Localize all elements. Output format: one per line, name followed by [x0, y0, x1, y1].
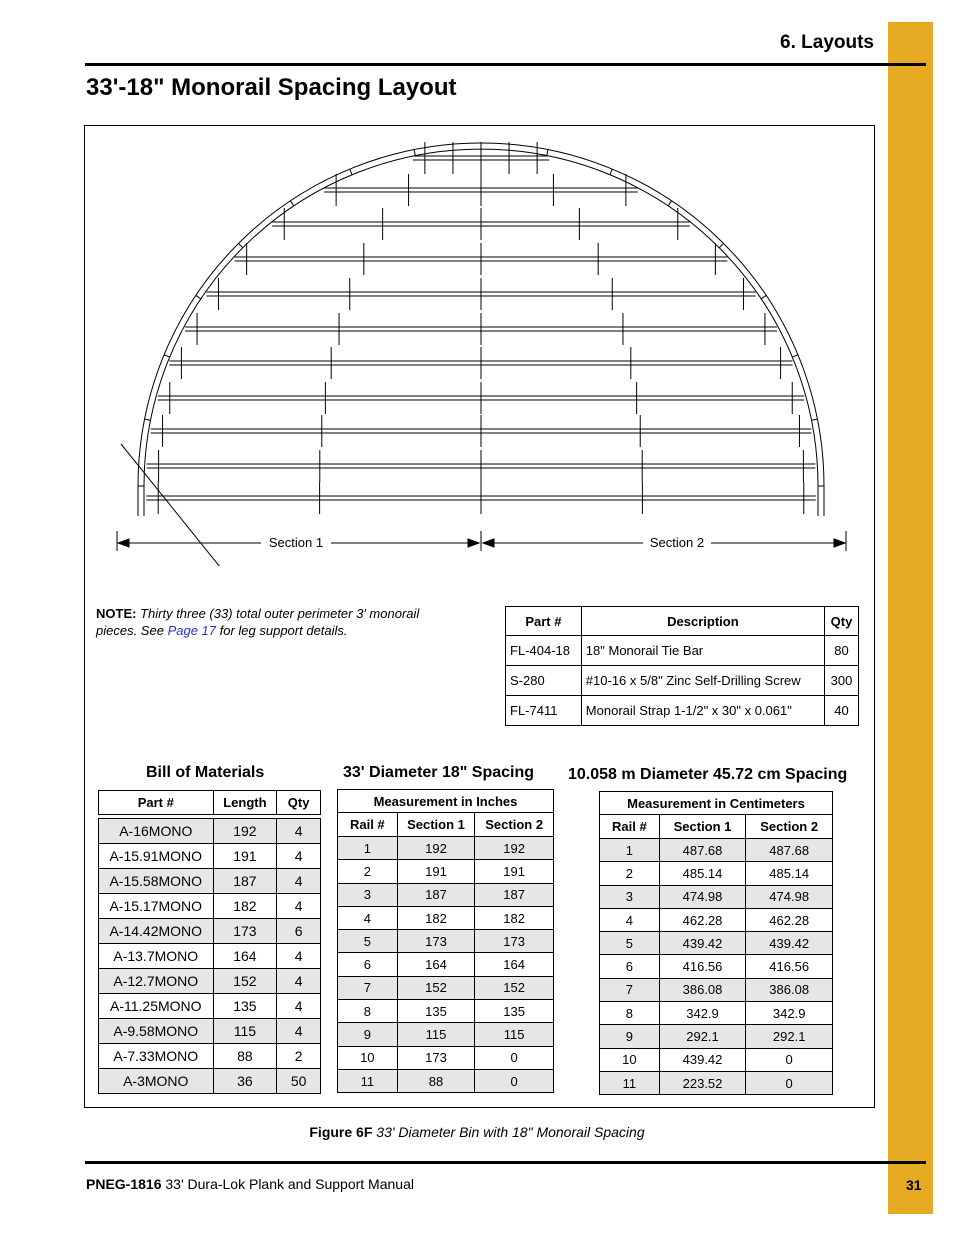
cm-cell: 1: [600, 839, 660, 862]
cm-cell: 4: [600, 908, 660, 931]
parts-row: [506, 636, 859, 666]
bom-cell: 2: [277, 1044, 321, 1069]
cm-cell: 342.9: [659, 1002, 746, 1025]
perimeter-tick: [164, 355, 170, 357]
bom-cell: 50: [277, 1069, 321, 1094]
bom-caption: Bill of Materials: [146, 764, 265, 781]
perimeter-tick: [414, 150, 415, 156]
cm-cell: 487.68: [659, 839, 746, 862]
inches-cell: 0: [475, 1069, 554, 1092]
inches-cell: 191: [397, 860, 475, 883]
doc-title: 33' Dura-Lok Plank and Support Manual: [165, 1176, 414, 1192]
bom-row: [99, 919, 321, 944]
bom-cell: 182: [213, 894, 277, 919]
bom-cell: 4: [277, 894, 321, 919]
arrow-mid-left: [468, 539, 479, 547]
note-leader-line: [121, 444, 245, 566]
cm-cell: 462.28: [746, 908, 833, 931]
cm-col-header: Section 1: [659, 815, 746, 839]
inches-cell: 164: [397, 953, 475, 976]
inches-cell: 187: [397, 883, 475, 906]
cm-row: [600, 862, 833, 885]
parts-header: Description: [581, 607, 824, 636]
cm-cell: 485.14: [659, 862, 746, 885]
figure-label: Figure 6F: [309, 1124, 373, 1140]
bom-header: Length: [213, 791, 277, 815]
parts-cell: FL-404-18: [506, 636, 582, 666]
cm-row: [600, 839, 833, 862]
perimeter-tick: [812, 419, 818, 420]
arrow-left: [118, 539, 129, 547]
note-text: Thirty three (33) total outer perimeter 3' monorail pieces. See: [96, 606, 420, 638]
inches-row: [338, 1069, 554, 1092]
bom-cell: A-15.58MONO: [99, 869, 214, 894]
parts-row: [506, 696, 859, 726]
bom-row: [99, 869, 321, 894]
bom-cell: A-13.7MONO: [99, 944, 214, 969]
perimeter-tick: [238, 243, 242, 247]
inches-cell: 0: [475, 1046, 554, 1069]
footer-doc: [86, 1176, 414, 1192]
bom-row: [99, 844, 321, 869]
inches-table: [337, 789, 554, 1093]
cm-cell: 474.98: [659, 885, 746, 908]
perimeter-tick: [610, 169, 612, 175]
bom-cell: A-15.91MONO: [99, 844, 214, 869]
inches-row: [338, 837, 554, 860]
bom-row: [99, 819, 321, 844]
cm-row: [600, 955, 833, 978]
inches-group-header: Measurement in Inches: [338, 790, 554, 813]
bom-cell: 4: [277, 844, 321, 869]
bom-row: [99, 969, 321, 994]
bom-cell: 4: [277, 969, 321, 994]
cm-row: [600, 1025, 833, 1048]
cm-col-header: Rail #: [600, 815, 660, 839]
inches-row: [338, 860, 554, 883]
perimeter-tick: [350, 169, 352, 175]
parts-cell: 40: [825, 696, 859, 726]
cm-table: [599, 791, 833, 1095]
inches-caption: 33' Diameter 18" Spacing: [343, 764, 535, 781]
bom-cell: 6: [277, 919, 321, 944]
figure-text: 33' Diameter Bin with 18" Monorail Spacing: [376, 1124, 645, 1140]
cm-cell: 439.42: [659, 932, 746, 955]
inches-cell: 10: [338, 1046, 398, 1069]
inches-cell: 88: [397, 1069, 475, 1092]
page-number: 31: [906, 1177, 922, 1193]
inches-cell: 182: [397, 906, 475, 929]
inches-row: [338, 1046, 554, 1069]
bom-cell: 4: [277, 994, 321, 1019]
perimeter-tick: [196, 295, 201, 298]
inches-row: [338, 883, 554, 906]
inches-col-header: Section 1: [397, 813, 475, 837]
bom-cell: 135: [213, 994, 277, 1019]
bom-cell: 173: [213, 919, 277, 944]
cm-cell: 2: [600, 862, 660, 885]
cm-cell: 223.52: [659, 1071, 746, 1094]
inches-row: [338, 1000, 554, 1023]
bom-cell: A-11.25MONO: [99, 994, 214, 1019]
bom-row: [99, 994, 321, 1019]
inches-cell: 135: [475, 1000, 554, 1023]
cm-group-header: Measurement in Centimeters: [600, 792, 833, 815]
note-text-after: for leg support details.: [219, 623, 348, 638]
cm-cell: 439.42: [659, 1048, 746, 1071]
bom-cell: 88: [213, 1044, 277, 1069]
perimeter-tick: [668, 201, 671, 206]
cm-cell: 439.42: [746, 932, 833, 955]
inches-cell: 192: [397, 837, 475, 860]
bom-cell: 115: [213, 1019, 277, 1044]
cm-cell: 6: [600, 955, 660, 978]
bom-cell: 164: [213, 944, 277, 969]
cm-cell: 386.08: [746, 978, 833, 1001]
doc-number: PNEG-1816: [86, 1176, 162, 1192]
bom-row: [99, 1019, 321, 1044]
cm-cell: 292.1: [659, 1025, 746, 1048]
parts-row: [506, 666, 859, 696]
inches-cell: 164: [475, 953, 554, 976]
cm-row: [600, 978, 833, 1001]
cm-row: [600, 885, 833, 908]
bom-cell: A-7.33MONO: [99, 1044, 214, 1069]
inches-cell: 5: [338, 930, 398, 953]
side-tab: [888, 22, 933, 1214]
arrow-right: [834, 539, 845, 547]
note: [96, 605, 456, 639]
inches-cell: 4: [338, 906, 398, 929]
cm-col-header: Section 2: [746, 815, 833, 839]
header-rule: [85, 63, 926, 66]
inches-row: [338, 930, 554, 953]
bom-cell: A-14.42MONO: [99, 919, 214, 944]
cm-cell: 11: [600, 1071, 660, 1094]
bom-header: Qty: [277, 791, 321, 815]
cm-cell: 462.28: [659, 908, 746, 931]
inches-cell: 135: [397, 1000, 475, 1023]
parts-table: [505, 606, 859, 726]
page-title: 33'-18" Monorail Spacing Layout: [86, 74, 457, 101]
cm-cell: 474.98: [746, 885, 833, 908]
cm-row: [600, 908, 833, 931]
perimeter-tick: [761, 295, 766, 298]
bom-header: Part #: [99, 791, 214, 815]
bom-cell: 4: [277, 1019, 321, 1044]
bom-cell: 191: [213, 844, 277, 869]
inches-cell: 192: [475, 837, 554, 860]
inches-cell: 187: [475, 883, 554, 906]
bom-cell: A-16MONO: [99, 819, 214, 844]
inches-cell: 182: [475, 906, 554, 929]
cm-cell: 487.68: [746, 839, 833, 862]
cm-cell: 416.56: [746, 955, 833, 978]
parts-cell: 80: [825, 636, 859, 666]
bom-cell: 4: [277, 819, 321, 844]
inches-cell: 11: [338, 1069, 398, 1092]
bom-cell: 4: [277, 944, 321, 969]
bom-row: [99, 1069, 321, 1094]
cm-row: [600, 1071, 833, 1094]
parts-cell: FL-7411: [506, 696, 582, 726]
bom-cell: A-12.7MONO: [99, 969, 214, 994]
cm-row: [600, 1048, 833, 1071]
inches-row: [338, 906, 554, 929]
perimeter-tick: [547, 150, 548, 156]
inches-cell: 1: [338, 837, 398, 860]
cm-cell: 9: [600, 1025, 660, 1048]
parts-cell: S-280: [506, 666, 582, 696]
page-link[interactable]: Page 17: [167, 623, 216, 638]
inches-cell: 6: [338, 953, 398, 976]
perimeter-tick: [290, 201, 293, 206]
monorail-layout-diagram: [85, 126, 874, 566]
cm-cell: 10: [600, 1048, 660, 1071]
cm-cell: 342.9: [746, 1002, 833, 1025]
cm-cell: 3: [600, 885, 660, 908]
inches-cell: 173: [397, 1046, 475, 1069]
parts-cell: Monorail Strap 1-1/2" x 30" x 0.061": [581, 696, 824, 726]
cm-cell: 7: [600, 978, 660, 1001]
inches-cell: 8: [338, 1000, 398, 1023]
bom-cell: 4: [277, 869, 321, 894]
cm-cell: 8: [600, 1002, 660, 1025]
cm-row: [600, 932, 833, 955]
parts-cell: #10-16 x 5/8" Zinc Self-Drilling Screw: [581, 666, 824, 696]
inches-col-header: Rail #: [338, 813, 398, 837]
inches-cell: 115: [397, 1023, 475, 1046]
inches-row: [338, 953, 554, 976]
cm-cell: 0: [746, 1048, 833, 1071]
perimeter-tick: [719, 243, 723, 247]
inches-cell: 173: [397, 930, 475, 953]
inches-cell: 173: [475, 930, 554, 953]
bom-cell: 192: [213, 819, 277, 844]
cm-caption: 10.058 m Diameter 45.72 cm Spacing: [568, 766, 848, 783]
bom-cell: 36: [213, 1069, 277, 1094]
section-title: 6. Layouts: [780, 32, 874, 53]
note-label: NOTE:: [96, 606, 137, 621]
arrow-mid-right: [483, 539, 494, 547]
inches-cell: 152: [397, 976, 475, 999]
inches-col-header: Section 2: [475, 813, 554, 837]
footer-rule: [85, 1161, 926, 1164]
bom-table: [98, 790, 321, 1094]
cm-cell: 292.1: [746, 1025, 833, 1048]
cm-cell: 416.56: [659, 955, 746, 978]
inches-cell: 152: [475, 976, 554, 999]
inches-row: [338, 1023, 554, 1046]
bom-row: [99, 944, 321, 969]
inches-cell: 7: [338, 976, 398, 999]
cm-cell: 485.14: [746, 862, 833, 885]
bom-cell: 152: [213, 969, 277, 994]
inches-cell: 9: [338, 1023, 398, 1046]
cm-cell: 5: [600, 932, 660, 955]
section1-label: Section 1: [268, 535, 324, 550]
cm-cell: 386.08: [659, 978, 746, 1001]
section2-label: Section 2: [649, 535, 705, 550]
parts-cell: 18" Monorail Tie Bar: [581, 636, 824, 666]
bom-cell: A-9.58MONO: [99, 1019, 214, 1044]
inches-cell: 3: [338, 883, 398, 906]
cm-row: [600, 1002, 833, 1025]
bom-cell: A-15.17MONO: [99, 894, 214, 919]
parts-header: Part #: [506, 607, 582, 636]
figure-caption: [0, 1124, 954, 1140]
inches-row: [338, 976, 554, 999]
bom-row: [99, 894, 321, 919]
bom-cell: 187: [213, 869, 277, 894]
parts-header: Qty: [825, 607, 859, 636]
perimeter-tick: [792, 355, 798, 357]
inches-cell: 115: [475, 1023, 554, 1046]
inches-cell: 191: [475, 860, 554, 883]
parts-cell: 300: [825, 666, 859, 696]
bom-cell: A-3MONO: [99, 1069, 214, 1094]
cm-cell: 0: [746, 1071, 833, 1094]
bom-row: [99, 1044, 321, 1069]
perimeter-tick: [145, 419, 151, 420]
inches-cell: 2: [338, 860, 398, 883]
